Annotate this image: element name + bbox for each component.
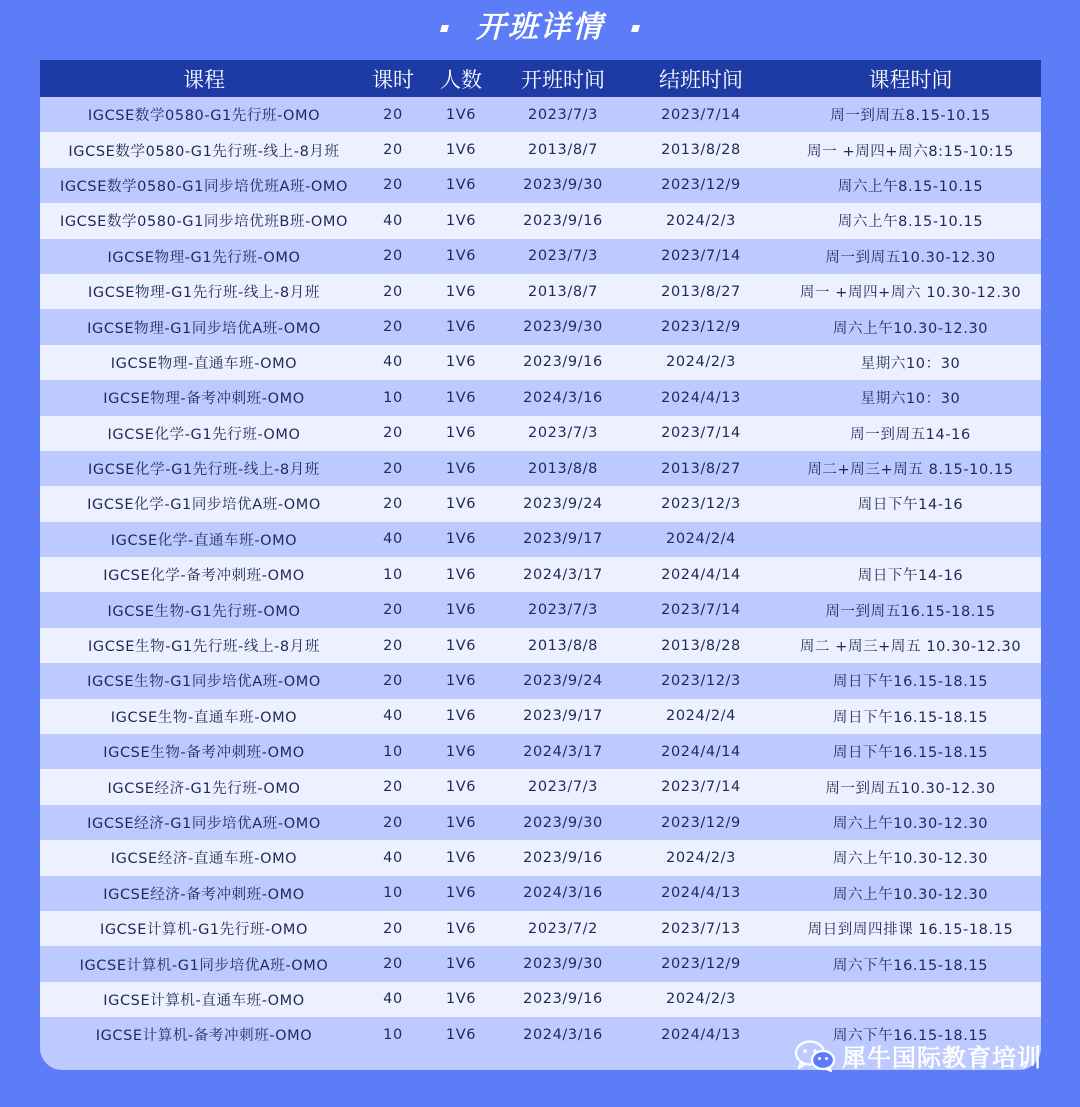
cell-hours: 20 (383, 142, 403, 159)
cell-course: IGCSE数学0580-G1同步培优班B班-OMO (59, 214, 349, 231)
cell-schedule: 周日到周四排课 16.15-18.15 (807, 922, 1014, 939)
cell-course: IGCSE数学0580-G1先行班-线上-8月班 (68, 143, 340, 160)
cell-size: 1V6 (445, 495, 477, 512)
header-end: 结班时间 (659, 67, 743, 92)
cell-size: 1V6 (445, 885, 477, 902)
cell-schedule: 周六上午8.15-10.15 (837, 214, 984, 231)
cell-course: IGCSE化学-备考冲刺班-OMO (103, 568, 305, 585)
table-row (40, 522, 1041, 557)
header-schedule: 课程时间 (868, 67, 953, 92)
cell-end: 2024/4/14 (661, 743, 741, 760)
cell-start: 2023/7/2 (528, 920, 598, 937)
cell-hours: 20 (383, 425, 403, 442)
cell-schedule: 周六下午16.15-18.15 (832, 957, 989, 974)
cell-start: 2013/8/8 (528, 637, 598, 654)
cell-hours: 20 (383, 460, 403, 477)
cell-size: 1V6 (445, 991, 477, 1008)
cell-course: IGCSE生物-备考冲刺班-OMO (103, 745, 305, 762)
title-dot-left (440, 25, 449, 32)
table-row (40, 132, 1041, 167)
cell-start: 2013/8/7 (528, 283, 598, 300)
cell-end: 2024/2/4 (666, 708, 736, 725)
cell-end: 2024/2/3 (666, 991, 736, 1008)
page-title: 开班详情 (476, 10, 604, 45)
cell-end: 2024/2/3 (666, 354, 736, 371)
cell-hours: 40 (383, 212, 403, 229)
cell-hours: 10 (383, 566, 403, 583)
cell-schedule: 周一到周五10.30-12.30 (825, 249, 996, 266)
table-row (40, 274, 1041, 309)
cell-start: 2023/9/30 (523, 814, 603, 831)
cell-end: 2024/4/13 (661, 389, 741, 406)
table-row (40, 663, 1041, 698)
table-row (40, 628, 1041, 663)
cell-schedule: 周一 +周四+周六 10.30-12.30 (799, 285, 1022, 302)
cell-hours: 20 (383, 637, 403, 654)
cell-course: IGCSE计算机-G1先行班-OMO (99, 922, 309, 939)
cell-size: 1V6 (445, 142, 477, 159)
cell-size: 1V6 (445, 283, 477, 300)
table-row (40, 946, 1041, 981)
cell-start: 2023/9/17 (523, 708, 603, 725)
table-row (40, 309, 1041, 344)
table-row (40, 699, 1041, 734)
cell-course: IGCSE化学-G1先行班-线上-8月班 (88, 462, 320, 479)
cell-end: 2023/7/14 (661, 425, 741, 442)
cell-start: 2023/9/30 (523, 177, 603, 194)
cell-end: 2013/8/28 (661, 142, 741, 159)
cell-schedule: 周二 +周三+周五 10.30-12.30 (799, 639, 1022, 656)
header-hours: 课时 (372, 67, 414, 92)
cell-hours: 10 (383, 885, 403, 902)
cell-end: 2023/7/14 (661, 779, 741, 796)
cell-hours: 20 (383, 495, 403, 512)
title-bar (0, 0, 1080, 48)
table-row (40, 451, 1041, 486)
header-course: 课程 (183, 67, 225, 92)
cell-course: IGCSE数学0580-G1先行班-OMO (87, 108, 321, 125)
table-header (40, 60, 1041, 97)
cell-hours: 40 (383, 849, 403, 866)
cell-end: 2024/2/3 (666, 849, 736, 866)
cell-end: 2024/4/14 (661, 566, 741, 583)
cell-start: 2023/9/16 (523, 212, 603, 229)
cell-start: 2023/7/3 (528, 779, 598, 796)
cell-course: IGCSE经济-G1先行班-OMO (107, 780, 301, 797)
table-row (40, 734, 1041, 769)
cell-start: 2024/3/17 (523, 566, 603, 583)
cell-hours: 20 (383, 779, 403, 796)
cell-course: IGCSE经济-备考冲刺班-OMO (103, 886, 305, 903)
cell-start: 2023/9/30 (523, 319, 603, 336)
cell-end: 2024/4/13 (661, 1026, 741, 1043)
cell-schedule: 周一到周五8.15-10.15 (830, 108, 991, 125)
cell-course: IGCSE数学0580-G1同步培优班A班-OMO (59, 178, 349, 195)
cell-course: IGCSE物理-G1先行班-OMO (107, 249, 301, 266)
cell-end: 2013/8/28 (661, 637, 741, 654)
cell-schedule: 周日下午16.15-18.15 (832, 709, 989, 726)
cell-size: 1V6 (445, 106, 477, 123)
table-row (40, 982, 1041, 1017)
cell-course: IGCSE生物-G1先行班-线上-8月班 (88, 639, 320, 656)
table-row (40, 805, 1041, 840)
cell-start: 2023/7/3 (528, 106, 598, 123)
cell-end: 2023/7/14 (661, 248, 741, 265)
cell-schedule: 周日下午16.15-18.15 (832, 745, 989, 762)
cell-end: 2023/7/14 (661, 602, 741, 619)
table-row (40, 486, 1041, 521)
cell-schedule: 星期六10：30 (860, 355, 961, 372)
cell-end: 2024/2/4 (666, 531, 736, 548)
cell-course: IGCSE生物-G1同步培优A班-OMO (87, 674, 321, 691)
cell-start: 2023/9/30 (523, 956, 603, 973)
cell-size: 1V6 (445, 1026, 477, 1043)
cell-course: IGCSE生物-直通车班-OMO (110, 709, 298, 726)
table-row (40, 203, 1041, 238)
cell-start: 2023/9/16 (523, 354, 603, 371)
cell-size: 1V6 (445, 708, 477, 725)
cell-course: IGCSE化学-G1同步培优A班-OMO (87, 497, 321, 514)
cell-schedule: 星期六10：30 (860, 391, 961, 408)
cell-hours: 20 (383, 248, 403, 265)
schedule-table (40, 60, 1041, 1070)
cell-size: 1V6 (445, 460, 477, 477)
table-body (40, 97, 1041, 1053)
cell-course: IGCSE计算机-G1同步培优A班-OMO (79, 957, 329, 974)
cell-hours: 40 (383, 531, 403, 548)
cell-size: 1V6 (445, 920, 477, 937)
cell-start: 2023/9/16 (523, 849, 603, 866)
cell-hours: 20 (383, 602, 403, 619)
table-row (40, 380, 1041, 415)
cell-course: IGCSE物理-G1先行班-线上-8月班 (88, 285, 320, 302)
wechat-icon (794, 1040, 836, 1072)
cell-size: 1V6 (445, 248, 477, 265)
cell-course: IGCSE经济-直通车班-OMO (110, 851, 298, 868)
table-row (40, 557, 1041, 592)
watermark (794, 1038, 1042, 1073)
cell-hours: 10 (383, 389, 403, 406)
cell-start: 2023/9/16 (523, 991, 603, 1008)
cell-hours: 20 (383, 814, 403, 831)
cell-start: 2023/7/3 (528, 425, 598, 442)
cell-course: IGCSE化学-G1先行班-OMO (107, 426, 301, 443)
cell-end: 2023/7/14 (661, 106, 741, 123)
cell-hours: 20 (383, 920, 403, 937)
cell-start: 2024/3/16 (523, 389, 603, 406)
cell-schedule: 周日下午14-16 (857, 568, 964, 585)
cell-size: 1V6 (445, 602, 477, 619)
cell-course: IGCSE生物-G1先行班-OMO (107, 603, 301, 620)
table-row (40, 911, 1041, 946)
cell-course: IGCSE经济-G1同步培优A班-OMO (87, 816, 321, 832)
cell-size: 1V6 (445, 849, 477, 866)
cell-hours: 20 (383, 956, 403, 973)
cell-size: 1V6 (445, 212, 477, 229)
cell-end: 2013/8/27 (661, 460, 741, 477)
cell-size: 1V6 (445, 531, 477, 548)
cell-hours: 20 (383, 106, 403, 123)
cell-schedule: 周六上午8.15-10.15 (837, 178, 984, 195)
cell-start: 2024/3/16 (523, 1026, 603, 1043)
cell-hours: 40 (383, 708, 403, 725)
cell-size: 1V6 (445, 319, 477, 336)
table-row (40, 239, 1041, 274)
cell-end: 2023/12/9 (661, 319, 741, 336)
cell-schedule: 周一到周五16.15-18.15 (825, 603, 996, 620)
table-row (40, 592, 1041, 627)
table-row (40, 416, 1041, 451)
table-row (40, 168, 1041, 203)
cell-hours: 40 (383, 991, 403, 1008)
cell-start: 2023/9/17 (523, 531, 603, 548)
cell-schedule: 周六下午16.15-18.15 (832, 1028, 989, 1045)
cell-start: 2013/8/7 (528, 142, 598, 159)
table-row (40, 876, 1041, 911)
cell-course: IGCSE计算机-直通车班-OMO (103, 992, 305, 1009)
cell-size: 1V6 (445, 814, 477, 831)
cell-size: 1V6 (445, 566, 477, 583)
cell-end: 2023/12/9 (661, 956, 741, 973)
cell-start: 2024/3/16 (523, 885, 603, 902)
cell-end: 2023/12/9 (661, 177, 741, 194)
cell-schedule: 周六上午10.30-12.30 (832, 816, 989, 832)
cell-hours: 20 (383, 672, 403, 689)
cell-course: IGCSE物理-G1同步培优A班-OMO (87, 320, 321, 337)
title-dot-right (631, 25, 640, 32)
cell-start: 2013/8/8 (528, 460, 598, 477)
cell-end: 2023/12/3 (661, 495, 741, 512)
cell-start: 2023/7/3 (528, 248, 598, 265)
header-start: 开班时间 (521, 67, 605, 92)
cell-schedule: 周日下午14-16 (857, 497, 964, 514)
cell-size: 1V6 (445, 779, 477, 796)
cell-end: 2013/8/27 (661, 283, 741, 300)
cell-hours: 10 (383, 743, 403, 760)
cell-start: 2023/9/24 (523, 672, 603, 689)
cell-size: 1V6 (445, 672, 477, 689)
table-row (40, 97, 1041, 132)
cell-end: 2024/4/13 (661, 885, 741, 902)
cell-schedule: 周六上午10.30-12.30 (832, 851, 989, 868)
cell-hours: 20 (383, 319, 403, 336)
cell-start: 2024/3/17 (523, 743, 603, 760)
cell-hours: 40 (383, 354, 403, 371)
cell-hours: 20 (383, 283, 403, 300)
cell-course: IGCSE物理-直通车班-OMO (110, 355, 298, 372)
cell-end: 2023/12/3 (661, 672, 741, 689)
cell-schedule: 周一 +周四+周六8:15-10:15 (807, 143, 1014, 160)
cell-size: 1V6 (445, 177, 477, 194)
cell-size: 1V6 (445, 389, 477, 406)
table-row (40, 840, 1041, 875)
cell-size: 1V6 (445, 425, 477, 442)
header-size: 人数 (440, 67, 482, 92)
cell-size: 1V6 (445, 637, 477, 654)
cell-course: IGCSE化学-直通车班-OMO (110, 532, 298, 549)
cell-end: 2023/12/9 (661, 814, 741, 831)
cell-schedule: 周六上午10.30-12.30 (832, 886, 989, 903)
cell-size: 1V6 (445, 354, 477, 371)
cell-size: 1V6 (445, 956, 477, 973)
cell-schedule: 周一到周五14-16 (850, 426, 971, 443)
cell-start: 2023/9/24 (523, 495, 603, 512)
cell-schedule: 周一到周五10.30-12.30 (825, 780, 996, 797)
cell-hours: 10 (383, 1026, 403, 1043)
cell-course: IGCSE物理-备考冲刺班-OMO (103, 391, 305, 408)
cell-end: 2023/7/13 (661, 920, 741, 937)
cell-schedule: 周日下午16.15-18.15 (832, 674, 989, 691)
cell-schedule: 周二+周三+周五 8.15-10.15 (807, 462, 1014, 479)
table-row (40, 345, 1041, 380)
watermark-text: 犀牛国际教育培训 (842, 1044, 1042, 1072)
cell-course: IGCSE计算机-备考冲刺班-OMO (95, 1028, 313, 1045)
cell-hours: 20 (383, 177, 403, 194)
cell-start: 2023/7/3 (528, 602, 598, 619)
table-row (40, 769, 1041, 804)
cell-size: 1V6 (445, 743, 477, 760)
cell-end: 2024/2/3 (666, 212, 736, 229)
cell-schedule: 周六上午10.30-12.30 (832, 320, 989, 337)
